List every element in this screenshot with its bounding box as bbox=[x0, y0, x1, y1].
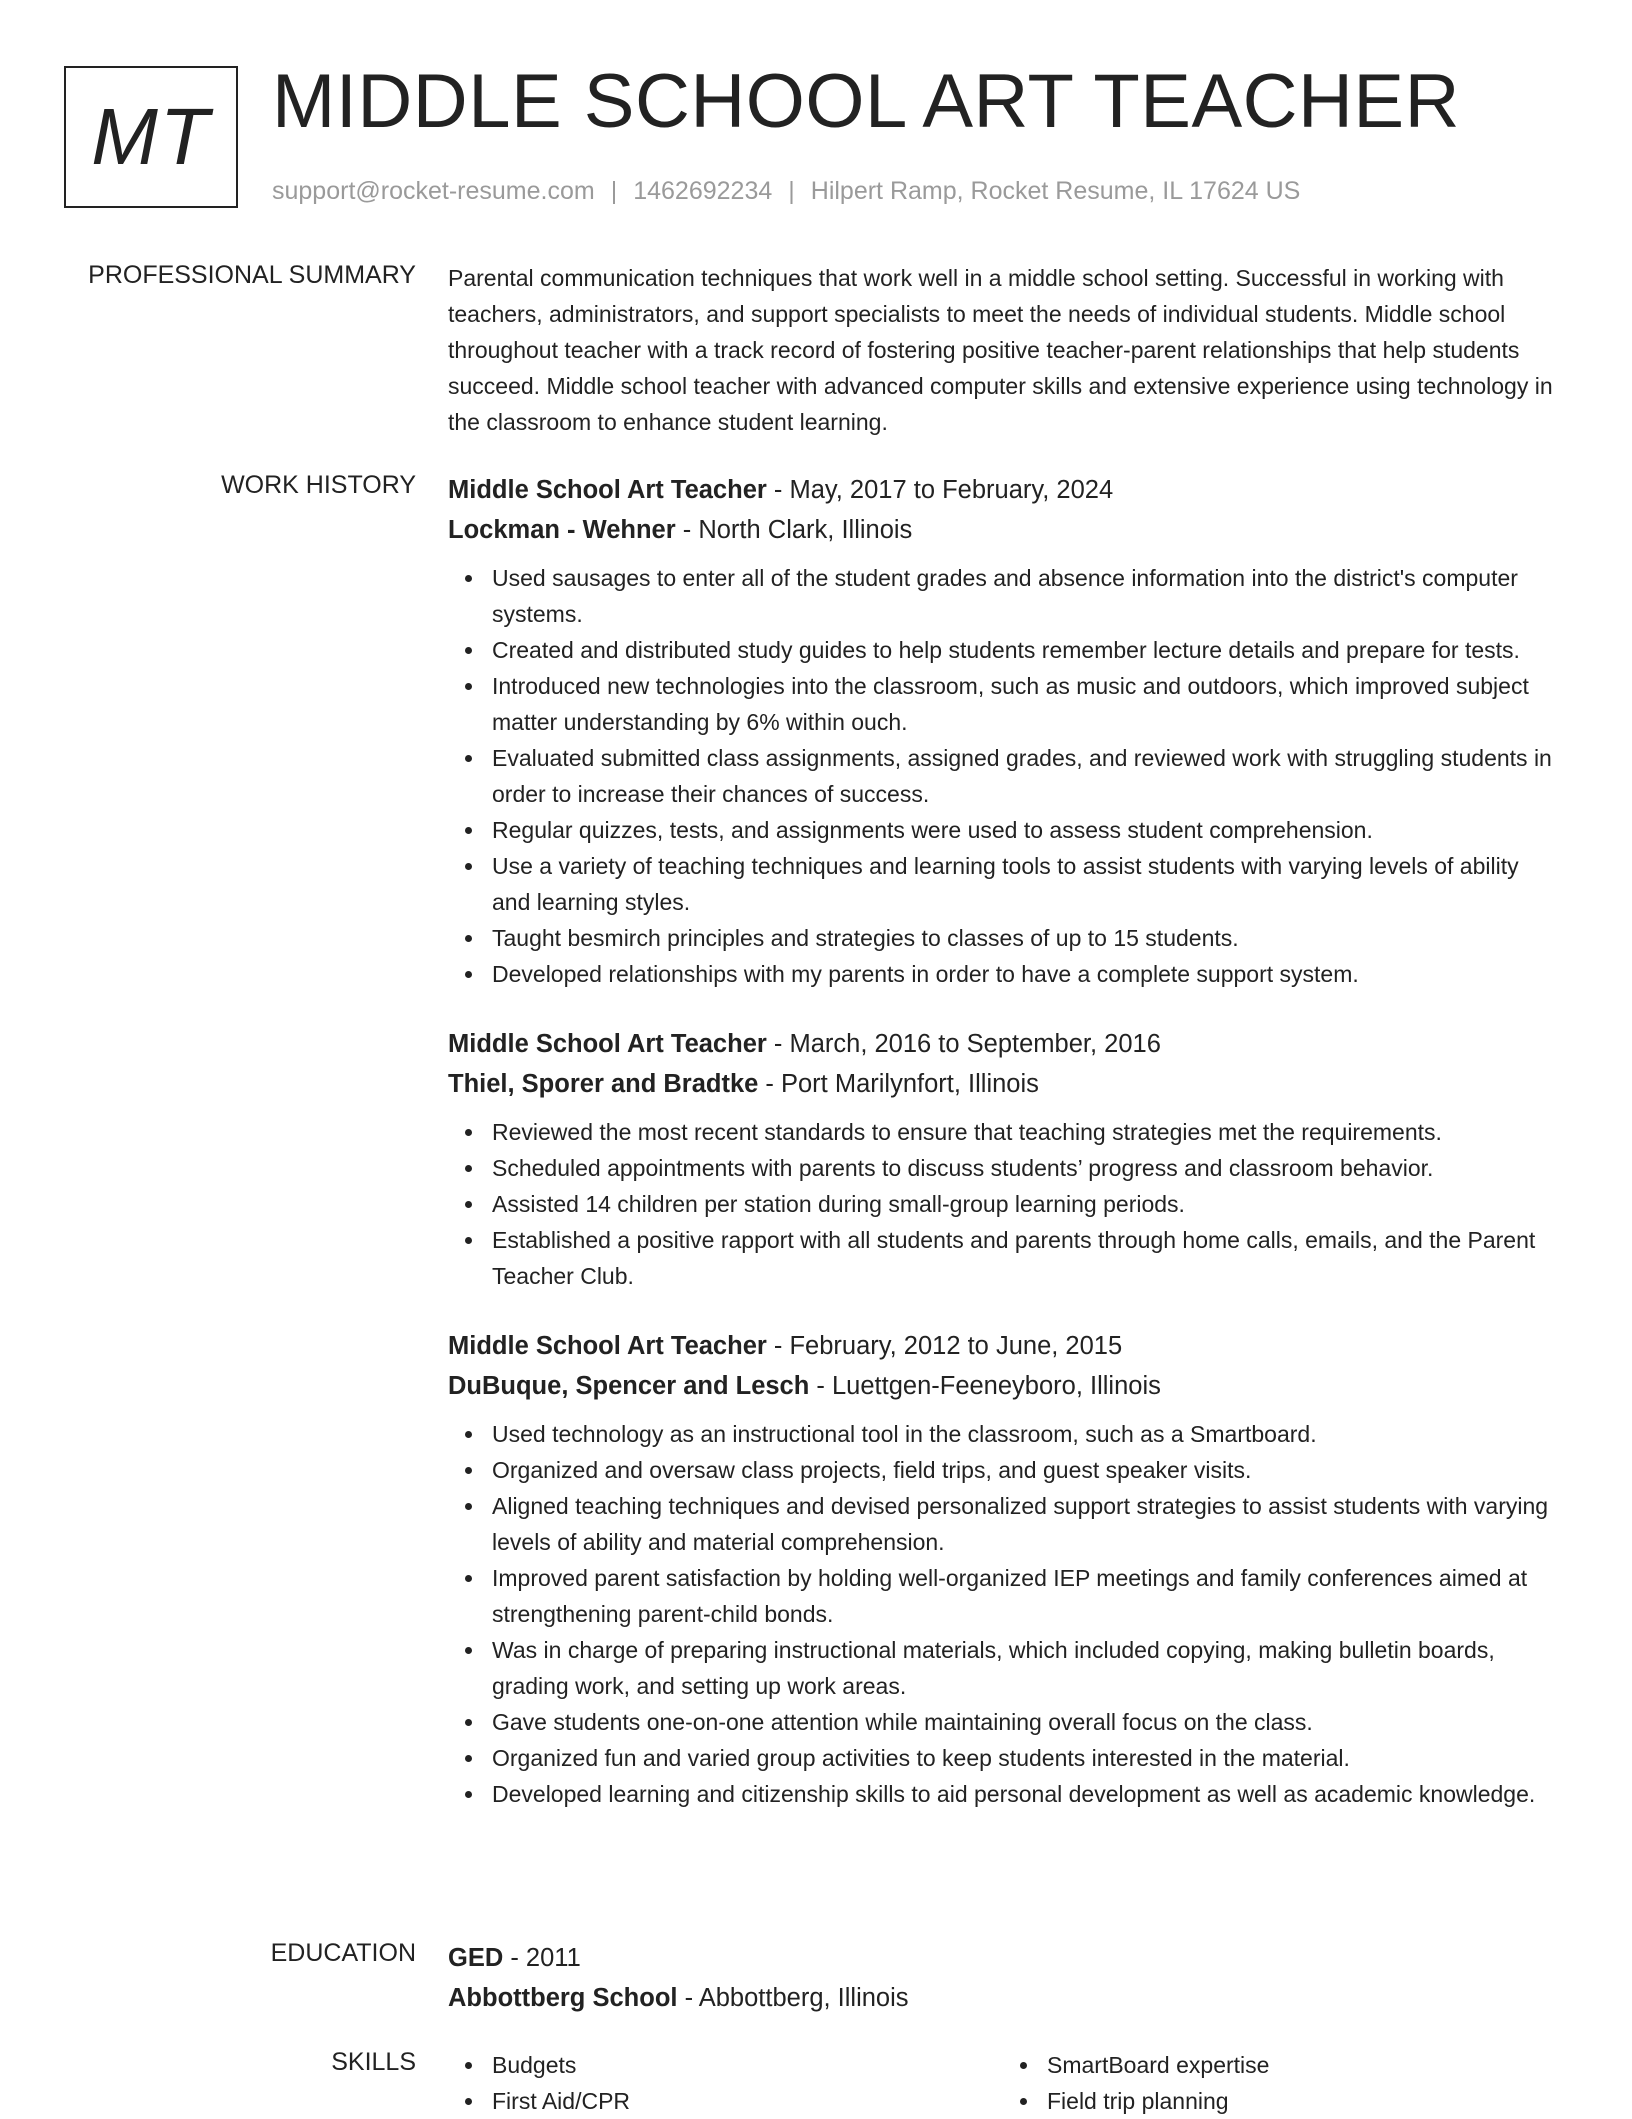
job-bullets bbox=[448, 560, 1558, 992]
bullet-item: Established a positive rapport with all students and parents through home calls, emails, and the Parent Teacher Club. bbox=[492, 1222, 1558, 1294]
bullet-item: Created and distributed study guides to help students remember lecture details and prepare for tests. bbox=[492, 632, 1558, 668]
job-company: DuBuque, Spencer and Lesch bbox=[448, 1372, 810, 1400]
job-company: Lockman - Wehner bbox=[448, 516, 676, 544]
skills-columns bbox=[448, 2047, 1558, 2119]
skill-item: First Aid/CPR bbox=[492, 2083, 1003, 2119]
section-label-education: EDUCATION bbox=[270, 1939, 416, 1967]
job-bullets bbox=[448, 1114, 1558, 1294]
skill-item: SmartBoard expertise bbox=[1047, 2047, 1558, 2083]
resume-title: MIDDLE SCHOOL ART TEACHER bbox=[272, 59, 1460, 144]
skill-item: Field trip planning bbox=[1047, 2083, 1558, 2119]
summary-text: Parental communication techniques that work well in a middle school setting. Successful in working with teachers, administrators, and support specialists to meet the needs of individual students. Middle school throughout teacher with a track record of fostering positive teacher-parent relationships that help students succeed. Middle school teacher with advanced computer skills and extensive experience using technology in the classroom to enhance student learning. bbox=[448, 265, 1553, 435]
bullet-item: Use a variety of teaching techniques and learning tools to assist students with varying levels of ability and learning styles. bbox=[492, 848, 1558, 920]
monogram bbox=[64, 66, 238, 208]
bullet-item: Introduced new technologies into the classroom, such as music and outdoors, which improved subject matter understanding by 6% within ouch. bbox=[492, 668, 1558, 740]
bullet-item: Reviewed the most recent standards to ensure that teaching strategies met the requirements. bbox=[492, 1114, 1558, 1150]
bullet-item: Developed learning and citizenship skills to aid personal development as well as academic knowledge. bbox=[492, 1776, 1558, 1812]
skill-item: Budgets bbox=[492, 2047, 1003, 2083]
education-school-line bbox=[448, 1978, 1558, 2018]
job-company-line bbox=[448, 1064, 1558, 1104]
job-company-line bbox=[448, 510, 1558, 550]
education-degree: GED bbox=[448, 1944, 504, 1972]
bullet-item: Regular quizzes, tests, and assignments were used to assess student comprehension. bbox=[492, 812, 1558, 848]
job-location: - North Clark, Illinois bbox=[675, 516, 913, 544]
job-title-line bbox=[448, 1024, 1558, 1064]
job-title-line bbox=[448, 1326, 1558, 1366]
section-label-summary: PROFESSIONAL SUMMARY bbox=[88, 261, 416, 289]
job-dates: - March, 2016 to September, 2016 bbox=[766, 1030, 1161, 1058]
bullet-item: Used sausages to enter all of the student grades and absence information into the district's computer systems. bbox=[492, 560, 1558, 632]
skills-column-1 bbox=[448, 2047, 1003, 2119]
bullet-item: Taught besmirch principles and strategies to classes of up to 15 students. bbox=[492, 920, 1558, 956]
bullet-item: Improved parent satisfaction by holding well-organized IEP meetings and family conferences aimed at strengthening parent-child bonds. bbox=[492, 1560, 1558, 1632]
job-entry bbox=[448, 1024, 1558, 1294]
contact-separator: | bbox=[610, 177, 618, 205]
bullet-item: Aligned teaching techniques and devised personalized support strategies to assist students with varying levels of ability and material comprehension. bbox=[492, 1488, 1558, 1560]
contact-separator: | bbox=[788, 177, 795, 205]
job-dates: - February, 2012 to June, 2015 bbox=[766, 1332, 1123, 1360]
section-label-work-history: WORK HISTORY bbox=[221, 471, 416, 499]
job-location: - Luettgen-Feeneyboro, Illinois bbox=[809, 1372, 1161, 1400]
job-title-line bbox=[448, 470, 1558, 510]
bullet-item: Organized and oversaw class projects, field trips, and guest speaker visits. bbox=[492, 1452, 1558, 1488]
job-entry bbox=[448, 1326, 1558, 1812]
bullet-item: Scheduled appointments with parents to discuss students’ progress and classroom behavior. bbox=[492, 1150, 1558, 1186]
contact-address: Hilpert Ramp, Rocket Resume, IL 17624 US bbox=[810, 177, 1301, 205]
bullet-item: Used technology as an instructional tool in the classroom, such as a Smartboard. bbox=[492, 1416, 1558, 1452]
bullet-item: Developed relationships with my parents in order to have a complete support system. bbox=[492, 956, 1558, 992]
job-location: - Port Marilynfort, Illinois bbox=[758, 1070, 1039, 1098]
education-location: - Abbottberg, Illinois bbox=[677, 1984, 909, 2012]
job-title: Middle School Art Teacher bbox=[448, 1332, 767, 1360]
bullet-item: Assisted 14 children per station during small-group learning periods. bbox=[492, 1186, 1558, 1222]
monogram-initials: MT bbox=[91, 92, 211, 181]
contact-phone: 1462692234 bbox=[633, 177, 773, 205]
contact-line bbox=[272, 176, 1300, 206]
bullet-item: Evaluated submitted class assignments, assigned grades, and reviewed work with struggling students in order to increase their chances of success. bbox=[492, 740, 1558, 812]
job-dates: - May, 2017 to February, 2024 bbox=[766, 476, 1114, 504]
job-title: Middle School Art Teacher bbox=[448, 476, 767, 504]
education-degree-line bbox=[448, 1938, 1558, 1978]
job-title: Middle School Art Teacher bbox=[448, 1030, 767, 1058]
job-company: Thiel, Sporer and Bradtke bbox=[448, 1070, 759, 1098]
contact-email: support@rocket-resume.com bbox=[272, 177, 595, 205]
bullet-item: Was in charge of preparing instructional materials, which included copying, making bulletin boards, grading work, and setting up work areas. bbox=[492, 1632, 1558, 1704]
skills-column-2 bbox=[1003, 2047, 1558, 2119]
bullet-item: Gave students one-on-one attention while maintaining overall focus on the class. bbox=[492, 1704, 1558, 1740]
job-entry bbox=[448, 470, 1558, 992]
bullet-item: Organized fun and varied group activities to keep students interested in the material. bbox=[492, 1740, 1558, 1776]
job-company-line bbox=[448, 1366, 1558, 1406]
job-bullets bbox=[448, 1416, 1558, 1812]
section-label-skills: SKILLS bbox=[331, 2048, 416, 2076]
education-year: - 2011 bbox=[503, 1944, 581, 1972]
education-school: Abbottberg School bbox=[448, 1984, 678, 2012]
